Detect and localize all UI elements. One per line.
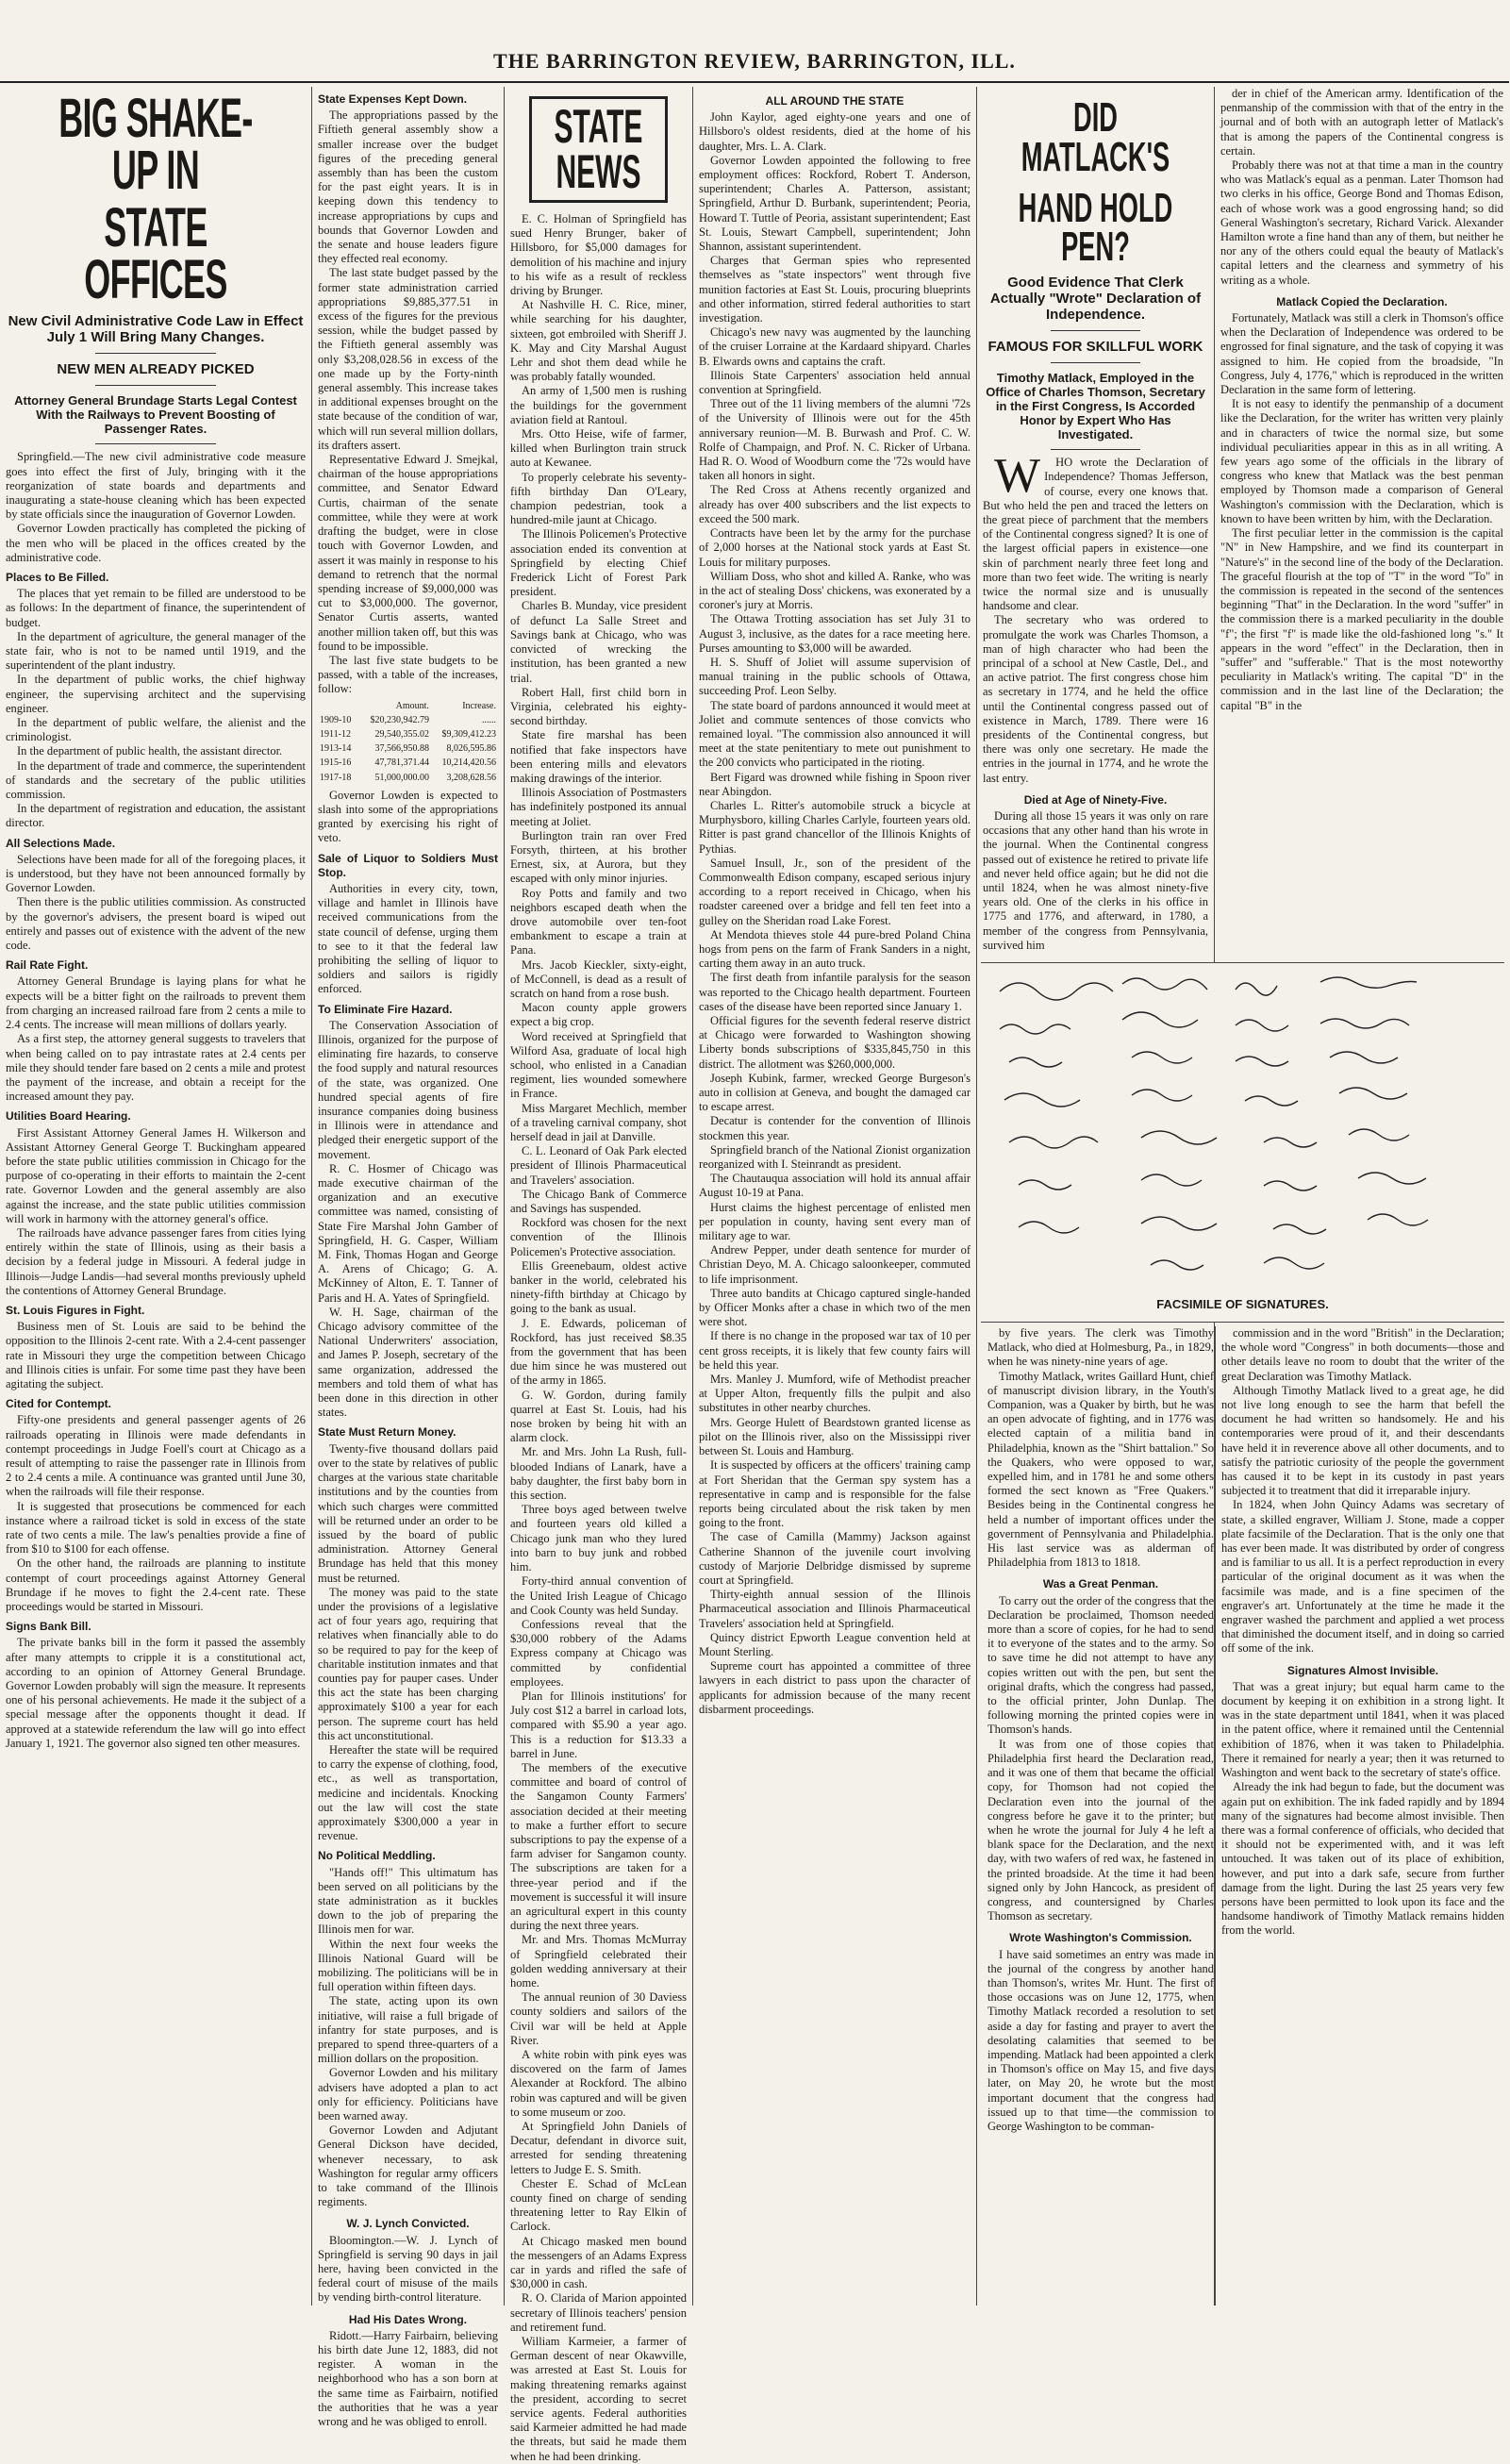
article-paragraph: Probably there was not at that time a man in the country who was Matlack's equal as a penman. Later Thomson had two clerks in his office, George Bond and Thomas Edison, each of whose work was a good engrossing hand; so did General Washington's secretary, Richard Varick. Alexander Hamilton wrote a fine hand than any of them, but neither he nor any of the others could equal the beauty of Matlack's capital letters and the clearness and symmetry of his writing as a whole. bbox=[1220, 158, 1503, 287]
signature-stroke bbox=[1368, 1214, 1428, 1225]
subhead: Utilities Board Hearing. bbox=[6, 1109, 131, 1124]
news-item: A white robin with pink eyes was discovered on the farm of James Alexander at Rockford. The albino robin was captured and will be given to some museum or zoo. bbox=[510, 2048, 687, 2119]
news-item: Joseph Kubink, farmer, wrecked George Burgeson's auto in collision at Geneva, and bought the damaged car to escape arrest. bbox=[699, 1071, 971, 1114]
signature-stroke bbox=[1245, 1096, 1298, 1106]
news-item: Robert Hall, first child born in Virginia, celebrated his eighty-second birthday. bbox=[510, 685, 687, 728]
news-item: An army of 1,500 men is rushing the buildings for the government aviation field at Rantoul. bbox=[510, 384, 687, 426]
divider bbox=[1051, 362, 1141, 363]
budget-cell: 1915-16 bbox=[320, 758, 352, 769]
news-item: At Nashville H. C. Rice, miner, while searching for his daughter, sixteen, got embroiled with Sheriff J. K. May and City Marshal August Lehr and shot them dead while he was probably fatally wounded. bbox=[510, 298, 687, 384]
budget-header-cell: Increase. bbox=[462, 700, 496, 711]
news-item: William Doss, who shot and killed A. Ranke, who was in the act of stealing Doss' chickens, was exonerated by a coroner's jury at Morris. bbox=[699, 569, 971, 612]
news-item: If there is no change in the proposed war tax of 10 per cent gross receipts, it is likely that few county fairs will be held this year. bbox=[699, 1329, 971, 1372]
article-paragraph: The appropriations passed by the Fiftieth general assembly show a smaller increase over the budget figures of the preceding general assembly than has been the custom for the past eight years. It is in keeping down this tendency to increase appropriations by cups and bounds that Governor Lowden and the senate and house leaders figure they effected real economy. bbox=[318, 108, 498, 266]
news-item: Samuel Insull, Jr., son of the president of the Commonwealth Edison company, escaped serious injury according to a report received in Chicago, when his roadster careened over a bridge and fell ten feet into a gulley on the Sheridan road Lake Forest. bbox=[699, 856, 971, 927]
news-item: State fire marshal has been notified that fake inspectors have been entering mills and elevators making drawings of the interior. bbox=[510, 728, 687, 785]
article-paragraph: Governor Lowden and his military advisers have adopted a plan to act only for efficiency. Politicians have been warned away. bbox=[318, 2066, 498, 2123]
budget-cell: $9,309,412.23 bbox=[441, 728, 496, 740]
article-paragraph: In the department of registration and education, the assistant director. bbox=[6, 802, 306, 830]
masthead-title: THE BARRINGTON REVIEW, BARRINGTON, ILL. bbox=[493, 49, 1016, 73]
signature-stroke bbox=[1004, 1093, 1080, 1107]
budget-cell: $20,230,942.79 bbox=[370, 714, 429, 725]
article-paragraph: On the other hand, the railroads are planning to institute contempt of court proceedings against Attorney General Brundage if he moves to fight the 2.4-cent rate. These proceedings would be started in Missouri. bbox=[6, 1557, 306, 1614]
signature-stroke bbox=[1320, 977, 1417, 988]
signature-stroke bbox=[1141, 1174, 1202, 1186]
news-item: Rockford was chosen for the next convention of the Illinois Policemen's Protective association. bbox=[510, 1216, 687, 1258]
article-paragraph: To carry out the order of the congress that the Declaration be proclaimed, Thomson needed more than a score of copies, for he had to send it to everyone of the states and to the army. So to save time he did not attempt to have any copies written out with the pen, but sent the original drafts, which the congress had passed, to the official printer, John Dunlap. The following morning the printed copies were in Thomson's hands. bbox=[987, 1593, 1214, 1737]
news-item: Mrs. Jacob Kieckler, sixty-eight, of McConnell, is dead as a result of scratch on hand from a rose bush. bbox=[510, 957, 687, 1000]
article-paragraph: Bloomington.—W. J. Lynch of Springfield is serving 90 days in jail here, having been convicted in the federal court of misuse of the mails by vending birth-control literature. bbox=[318, 2233, 498, 2305]
article-paragraph: The secretary who was ordered to promulgate the work was Charles Thomson, a man of high character who had been the principal of a school at New Castle, Del., and an active patriot. The first congress chose him as secretary in 1774, and he held the office until the Continental congress passed out of existence in March, 1789. There were 16 presidents of the Continental congress, but there was only one secretary. He made the entries in the journal in 1774, and he wrote the last entry. bbox=[983, 613, 1208, 785]
news-item: Official figures for the seventh federal reserve district at Chicago were forwarded to Washington showing Liberty bonds subscriptions of $335,845,750 in this district. The allotment was $260,000,000. bbox=[699, 1014, 971, 1071]
state-news-title-box bbox=[529, 96, 668, 203]
signature-stroke bbox=[1132, 1090, 1192, 1101]
divider bbox=[95, 353, 215, 354]
budget-table-header bbox=[318, 699, 498, 713]
news-item: The Chautauqua association will hold its annual affair August 10-19 at Pana. bbox=[699, 1172, 971, 1200]
budget-table bbox=[318, 699, 498, 785]
subhead: W. J. Lynch Convicted. bbox=[346, 2217, 470, 2231]
signatures-image bbox=[981, 963, 1504, 1293]
article-paragraph: The last five state budgets to be passed, with a table of the increases, follow: bbox=[318, 653, 498, 696]
column-all-around-state bbox=[692, 87, 976, 2306]
column-state-news bbox=[504, 87, 692, 2463]
news-item: The state board of pardons announced it would meet at Joliet and commute sentences of those convicts who remained loyal. "The commission also announced it will meet at the state penitentiary to mete out punishment to the 200 convicts who participated in the rioting. bbox=[699, 698, 971, 770]
budget-cell: 1917-18 bbox=[320, 772, 352, 783]
signature-stroke bbox=[1141, 1217, 1217, 1230]
news-item: Roy Potts and family and two neighbors escaped death when the drove automobile over ten-foot embankment to escape a train at Pana. bbox=[510, 886, 687, 957]
headline-line-2: STATE OFFICES bbox=[84, 197, 227, 311]
news-item: Charges that German spies who represented themselves as "state inspectors" went through five munition factories at East St. Louis, procuring blueprints and other information, stirred federal authorities to start investigation. bbox=[699, 254, 971, 325]
article-paragraph: commission and in the word "British" in the Declaration; the whole word "Congress" in both documents—those and other details leave no room to doubt that the writer of the great Declaration was Timothy Matlack. bbox=[1221, 1326, 1504, 1383]
article-paragraph: In the department of agriculture, the general manager of the state fair, who is not to be named until 1919, and the superintendent of the plant industry. bbox=[6, 629, 306, 673]
signature-stroke bbox=[1236, 983, 1277, 995]
divider bbox=[95, 443, 215, 444]
subhead: State Expenses Kept Down. bbox=[318, 92, 468, 106]
subhead: Signatures Almost Invisible. bbox=[1286, 1663, 1439, 1677]
article-paragraph: Ridott.—Harry Fairbairn, believing his birth date June 12, 1883, did not register. A woman in the neighborhood who has a son born at the same time as Fairbairn, notified the authorities that he was a year wrong and he was obliged to enroll. bbox=[318, 2328, 498, 2429]
news-item: Word received at Springfield that Wilford Asa, graduate of local high school, who enlisted in a Canadian regiment, lies wounded somewhere in France. bbox=[510, 1029, 687, 1101]
news-item: G. W. Gordon, during family quarrel at East St. Louis, had his nose broken by being hit with an alarm clock. bbox=[510, 1388, 687, 1445]
matlack-lower-left bbox=[982, 1326, 1220, 2306]
news-item: John Kaylor, aged eighty-one years and one of Hillsboro's oldest residents, died at the home of his daughter, Mrs. L. A. Clark. bbox=[699, 110, 971, 153]
column-state-offices bbox=[0, 87, 311, 2306]
table-row bbox=[318, 741, 498, 756]
deck-1: Good Evidence That Clerk Actually "Wrote" Declaration of Independence. bbox=[989, 275, 1202, 324]
news-item: The Illinois Policemen's Protective association ended its convention at Springfield by electing Chief Frederick Licht of Forest Park president. bbox=[510, 527, 687, 599]
signature-stroke bbox=[1122, 978, 1207, 990]
deck-2: FAMOUS FOR SKILLFUL WORK bbox=[987, 339, 1203, 356]
divider bbox=[1051, 449, 1141, 450]
news-item: Springfield branch of the National Zionist organization reorganized with I. Steinrandt as president. bbox=[699, 1142, 971, 1172]
section-header: ALL AROUND THE STATE bbox=[765, 94, 904, 108]
news-item: Macon county apple growers expect a big crop. bbox=[510, 1001, 687, 1029]
article-paragraph: Governor Lowden practically has completed the picking of the men who will be placed in the offices created by the administrative code. bbox=[6, 522, 306, 564]
signature-stroke bbox=[1019, 1180, 1071, 1190]
article-paragraph: Authorities in every city, town, village and hamlet in Illinois have received communications from the state council of defense, urging them to see to it that the federal law prohibiting the selling of liquor to soldiers and sailors is rigidly enforced. bbox=[318, 881, 498, 996]
budget-cell: 3,208,628.56 bbox=[446, 772, 496, 783]
news-item: Contracts have been let by the army for the purchase of 2,000 horses at the National stock yards at East St. Louis for military purposes. bbox=[699, 526, 971, 569]
article-paragraph: by five years. The clerk was Timothy Matlack, who died at Holmesburg, Pa., in 1829, when he was ninety-nine years of age. bbox=[987, 1326, 1214, 1369]
budget-header-cell: Amount. bbox=[395, 700, 429, 711]
subhead: State Must Return Money. bbox=[318, 1425, 456, 1440]
article-paragraph: Fifty-one presidents and general passenger agents of 26 railroads operating in Illinois were made defendants in contempt proceedings in Judge Foell's court at Chicago as a result of attempting to raise the passenger rate in Illinois from 2 to 2.4 cents a mile. A continuance was granted until June 30, when the railroads will file their response. bbox=[6, 1413, 306, 1499]
news-item: Miss Margaret Mechlich, member of a traveling carnival company, shot herself dead in jail at Danville. bbox=[510, 1101, 687, 1143]
budget-cell: 8,026,595.86 bbox=[446, 743, 496, 755]
signature-stroke bbox=[1000, 1024, 1070, 1034]
subhead: Signs Bank Bill. bbox=[6, 1620, 91, 1634]
article-paragraph: In the department of public works, the chief highway engineer, the supervising architect and the supervising engineer. bbox=[6, 673, 306, 715]
news-item: Three boys aged between twelve and fourteen years old killed a Chicago junk man who they lured into barn to buy junk and robbed him. bbox=[510, 1503, 687, 1574]
headline-line-1: BIG SHAKE-UP IN bbox=[58, 88, 253, 202]
subhead: To Eliminate Fire Hazard. bbox=[318, 1002, 453, 1016]
subhead: Sale of Liquor to Soldiers Must Stop. bbox=[318, 851, 498, 879]
headline-line-2: HAND HOLD PEN? bbox=[1018, 184, 1173, 271]
signature-stroke bbox=[1320, 1019, 1409, 1028]
news-item: Forty-third annual convention of the United Irish League of Chicago and Cook County was held Sunday. bbox=[510, 1574, 687, 1617]
article-paragraph: Timothy Matlack, writes Gaillard Hunt, chief of manuscript division library, in the Youth's Companion, was a Quaker by birth, but he was an open advocate of fighting, and in 1776 was elected captain of a militia band in Philadelphia, known as the "Shirt battalion." So the Quakers, who were opposed to war, expelled him, and in 1781 he and some others formed the sect known as "Free Quakers." Besides being in the Continental congress he held a number of important offices under the government of Pennsylvania and Philadelphia. His last service was as alderman of Philadelphia from 1813 to 1818. bbox=[987, 1369, 1214, 1570]
news-item: Charles B. Munday, vice president of defunct La Salle Street and Savings bank at Chicago, who was convicted of wrecking the institution, has been granted a new trial. bbox=[510, 599, 687, 685]
news-item: R. O. Clarida of Marion appointed secretary of Illinois teachers' pension and retirement fund. bbox=[510, 2291, 687, 2334]
budget-cell: 51,000,000.00 bbox=[374, 772, 429, 783]
subhead: Died at Age of Ninety-Five. bbox=[1023, 792, 1168, 807]
article-paragraph: The railroads have advance passenger fares from cities lying entirely within the state of Illinois, using as their basis a decision by a federal judge in Missouri. A federal judge in Illinois—Judge Landis—had several months previously upheld the contentions of Attorney General Brundage. bbox=[6, 1225, 306, 1297]
signature-stroke bbox=[1122, 1012, 1198, 1027]
news-item: The first death from infantile paralysis for the season was reported to the Chicago health department. Fourteen cases of the disease have been reported since January 1. bbox=[699, 971, 971, 1013]
news-item: It is suspected by officers at the officers' training camp at Fort Sheridan that the German spy system has a representative in camp and is responsible for the false reports being circulated about the risk taken by men going to the front. bbox=[699, 1458, 971, 1530]
news-item: H. S. Shuff of Joliet will assume supervision of manual training in the public schools of Ottawa, succeeding Prof. Leon Selby. bbox=[699, 655, 971, 698]
budget-cell: ...... bbox=[482, 714, 496, 725]
budget-cell: 47,781,371.44 bbox=[374, 758, 429, 769]
state-news-title: STATE NEWS bbox=[554, 100, 643, 198]
table-row bbox=[318, 713, 498, 727]
article-paragraph: The state, acting upon its own initiative, will raise a full brigade of infantry for state purposes, and is prepared to spend three-quarters of a million dollars on the proposition. bbox=[318, 1994, 498, 2066]
article-paragraph: The private banks bill in the form it passed the assembly after many attempts to cripple it is a constitutional act, according to an opinion of Attorney General Brundage. Governor Lowden probably will sign the measure. It represents one of his personal achievements. He made it the subject of a special message after the opponents thought it dead. If approved at a statewide referendum the law will go into effect January 1, 1921. The governor also signed ten other measures. bbox=[6, 1636, 306, 1750]
headline-line-1: DID MATLACK'S bbox=[1020, 94, 1170, 180]
news-item: Plan for Illinois institutions' for July cost $12 a barrel in carload lots, compared with $5.90 a year ago. This is a reduction for $13.33 a barrel in June. bbox=[510, 1689, 687, 1760]
article-paragraph: Selections have been made for all of the foregoing places, it is understood, but they have not been announced formally by Governor Lowden. bbox=[6, 852, 306, 895]
news-item: Thirty-eighth annual session of the Illinois Pharmaceutical association and Illinois Pharmaceutical Travelers' association held at Springfield. bbox=[699, 1588, 971, 1630]
signature-stroke bbox=[1132, 1052, 1192, 1063]
article-paragraph: The last state budget passed by the former state administration carried appropriations $9,885,377.51 in excess of the figures for the previous session, while the budget passed by the Fiftieth general assembly was only $3,208,028.56 in excess of the one made up by the Forty-ninth general assembly. This increase takes in additional expenses brought on the state because of the condition of war, which will run several million dollars, its drafters assert. bbox=[318, 266, 498, 452]
signature-stroke bbox=[1264, 1257, 1324, 1269]
article-paragraph: Representative Edward J. Smejkal, chairman of the house appropriations committee, and Senator Edward Curtis, chairman of the senate committee, while they were at work drafting the budget, were in close touch with Governor Lowden, and assert it was mainly in response to his demand to retrench that the normal spending increase of $9,000,000 was cut to $3,000,000. The governor, Senator Curtis asserts, wanted another million taken off, but this was found to be impossible. bbox=[318, 453, 498, 653]
subhead: All Selections Made. bbox=[6, 836, 116, 850]
signature-stroke bbox=[1000, 983, 1113, 1000]
signatures-caption: FACSIMILE OF SIGNATURES. bbox=[1156, 1297, 1329, 1311]
news-item: Three out of the 11 living members of the alumni '72s of the University of Illinois were out for the 45th anniversary reunion—M. B. Burwash and Prof. C. W. Rolfe of Champaign, and Prof. N. C. Ricker of Urbana. Had R. O. Wood of Woodburn come the '72s would have taken all honors in sight. bbox=[699, 397, 971, 483]
subhead: Was a Great Penman. bbox=[1042, 1577, 1159, 1591]
article-paragraph: That was a great injury; but equal harm came to the document by keeping it on exhibition in a strong light. It was in the state department until 1841, when it was placed in the patent office, where it remained until the Centennial exhibition of 1876, when it was taken to Philadelphia. There it remained for nearly a year; then it was returned to Washington and went back to the secretary of state's office. bbox=[1221, 1679, 1504, 1780]
article-paragraph: Hereafter the state will be required to carry the expense of clothing, food, etc., as well as transportation, medicine and incidentals. Knocking out the law will cost the state approximately $300,000 a year in revenue. bbox=[318, 1742, 498, 1843]
article-paragraph: Then there is the public utilities commission. As constructed by the governor's advisers, the present board is wiped out entirely and passes out of existence with the advent of the new code. bbox=[6, 895, 306, 953]
news-item: J. E. Edwards, policeman of Rockford, has just received $8.35 from the government that has been due him since he was mustered out of the army in 1865. bbox=[510, 1316, 687, 1388]
article-paragraph: Fortunately, Matlack was still a clerk in Thomson's office when the Declaration of Independence was ordered to be engrossed for final signature, and the task of copying it was assigned to him. He copied from the broadside, "In Congress, July 4, 1776," which is reproduced in the written Declaration in the same form of lettering. bbox=[1220, 311, 1503, 397]
article-paragraph: Governor Lowden is expected to slash into some of the appropriations granted by exercising his right of veto. bbox=[318, 788, 498, 845]
signature-facsimile bbox=[981, 962, 1504, 1323]
deck-2: NEW MEN ALREADY PICKED bbox=[57, 361, 255, 378]
masthead bbox=[0, 38, 1509, 81]
news-item: Supreme court has appointed a committee of three lawyers in each district to pass upon the character of applicants for admission because of the many recent disbarment proceedings. bbox=[699, 1659, 971, 1716]
signature-stroke bbox=[1339, 1088, 1407, 1099]
article-paragraph: Already the ink had begun to fade, but the document was again put on exhibition. The ink faded rapidly and by 1894 many of the signatures had become almost invisible. Then there was a formal conference of officials, who decided that it should not be experimented with, and it was left untouched. It was taken out of its place of exhibition, however, and put into a dark safe, secure from further damage from the light. During the last 25 years very few persons have been permitted to look upon its face and the handsome handiwork of Timothy Matlack remains hidden from the world. bbox=[1221, 1780, 1504, 1938]
article-paragraph: It was from one of those copies that Philadelphia first heard the Declaration read, and it was one of them that became the official copy, for Thomson had not copied the Declaration even into the journal of the congress before he gave it to the printer; but when he wrote the journal for July 4 he left a blank space for the Declaration, and the next day, with two wafers of red wax, he fastened in the printed broadside. At the time it had been signed only by John Hancock, as president of congress, and countersigned by Charles Thomson as secretary. bbox=[987, 1737, 1214, 1923]
deck-3: Timothy Matlack, Employed in the Office of Charles Thomson, Secretary in the First Congress, Is Accorded Honor by Expert Who Has Investigated. bbox=[986, 371, 1205, 442]
article-paragraph: Although Timothy Matlack lived to a great age, he did not live long enough to see the harm that befell the document he had written so handsomely. He and his contemporaries were proud of it, and their descendants have held it in reverence above all other documents, and to satisfy the patriotic curiosity of the people the government has caused it to be kept in its custody in past years subjected it to treatment that did it irreparable injury. bbox=[1221, 1383, 1504, 1498]
news-item: The Chicago Bank of Commerce and Savings has suspended. bbox=[510, 1187, 687, 1216]
article-paragraph: Business men of St. Louis are said to be behind the opposition to the Illinois 2-cent rate. With a 2.4-cent passenger rate in Missouri they urge the competition between Chicago and Illinois cities is unfair. For some time past they have been agitating the subject. bbox=[6, 1320, 306, 1390]
subhead: Wrote Washington's Commission. bbox=[1009, 1931, 1192, 1945]
news-item: The case of Camilla (Mammy) Jackson against Catherine Shannon of the juvenile court involving custody of Marjorie Delbridge dismissed by supreme court at Springfield. bbox=[699, 1530, 971, 1587]
news-item: Three auto bandits at Chicago captured single-handed by Officer Monks after a chase in which two of the men were shot. bbox=[699, 1286, 971, 1329]
deck-1: New Civil Administrative Code Law in Effect July 1 Will Bring Many Changes. bbox=[8, 313, 304, 346]
article-paragraph: As a first step, the attorney general suggests to travelers that when being called on to pay intrastate rates at 2.4 cents per mile they should tender fare based on 2 cents a mile and protest the payment of the increase, and obtain a receipt for the increased amount they pay. bbox=[6, 1032, 306, 1104]
news-item: Illinois Association of Postmasters has indefinitely postponed its annual meeting at Joliet. bbox=[510, 786, 687, 828]
signature-stroke bbox=[1358, 1173, 1426, 1184]
subhead: St. Louis Figures in Fight. bbox=[6, 1303, 145, 1317]
article-paragraph: It is not easy to identify the penmanship of a document like the Declaration, for the writer has written very plainly and in characters of twice the normal size, but some individual peculiarities appear in this as in all writing. A few years ago some of the officials in the library of congress who knew that Matlack was the best penman employed by Thomson made a comparison of General Washington's commission with the Declaration, which is known to have been written by him, with the Declaration. bbox=[1220, 397, 1503, 525]
news-item: Illinois State Carpenters' association held annual convention at Springfield. bbox=[699, 368, 971, 397]
signature-stroke bbox=[1141, 1131, 1217, 1144]
budget-cell: 10,214,420.56 bbox=[441, 758, 496, 769]
signature-stroke bbox=[1151, 1260, 1203, 1270]
article-paragraph: The places that yet remain to be filled are understood to be as follows: In the department of finance, the superintendent of budget. bbox=[6, 587, 306, 629]
news-item: Mr. and Mrs. Thomas McMurray of Springfield celebrated their golden wedding anniversary at their home. bbox=[510, 1933, 687, 1990]
news-item: At Chicago masked men bound the messengers of an Adams Express car in yards and rifled the safe of $30,000 in cash. bbox=[510, 2234, 687, 2291]
budget-header-cell bbox=[318, 699, 358, 713]
news-item: Ellis Greenebaum, oldest active banker in the world, celebrated his ninety-fifth birthday at Chicago by going to the bank as usual. bbox=[510, 1258, 687, 1316]
article-paragraph: W. H. Sage, chairman of the Chicago advisory committee of the National Underwriters' association, and James P. Joseph, secretary of the same organization, addressed the members and told them of what has been done in this direction in other states. bbox=[318, 1305, 498, 1420]
subhead: Places to Be Filled. bbox=[6, 571, 109, 584]
news-item: Confessions reveal that the $30,000 robbery of the Adams Express company at Chicago was committed by confidential employees. bbox=[510, 1617, 687, 1689]
column-state-expenses bbox=[311, 87, 504, 2429]
article-paragraph: Governor Lowden and Adjutant General Dickson have decided, whenever necessary, to ask Washington for regular army officers to take command of the Illinois regiments. bbox=[318, 2123, 498, 2209]
article-paragraph: The first peculiar letter in the commission is the capital "N" in New Hampshire, and we find its counterpart in "Nature's" in the second line of the body of the Declaration. The graceful flourish at the top of "T" in the word "To" in the commission is repeated in the second of the sentences beginning "That" in the Declaration. In the word "suffer" in the commission there is a marked peculiarity in the double "f"; the first "f" is made like the old-fashioned long "s." It appears in the word "effect" in the Declaration, then in "suffer" and "sufferable." That is the most noteworthy peculiarity in Matlack's writing. The capital "D" in the commission and in the last line of the Declaration; the capital "B" in the bbox=[1220, 526, 1503, 712]
article-paragraph: WHO wrote the Declaration of Independence? Thomas Jefferson, of course, every one knows that. But who held the pen and traced the letters on the great piece of parchment that the members of the Continental congress signed? It is one of the largest official papers in existence—one skin of parchment nearly three feet long and more than two feet wide. The writing is nearly twice the normal size and is unusually handsome and clear. bbox=[983, 449, 1208, 613]
news-item: Hurst claims the highest percentage of enlisted men per population in county, having sent every man of military age to war. bbox=[699, 1200, 971, 1243]
news-item: The annual reunion of 30 Daviess county soldiers and sailors of the Civil war will be held at Apple River. bbox=[510, 1990, 687, 2047]
budget-cell: 1909-10 bbox=[320, 714, 352, 725]
article-paragraph: The money was paid to the state under the provisions of a legislative act of four years ago, requiring that relatives when financially able to do so be required to pay for the keep of charitable institution inmates and that counties pay for pauper cases. Under this act the state has been charging approximately $100 a year for each person. The supreme court has held this act unconstitutional. bbox=[318, 1585, 498, 1742]
table-row bbox=[318, 727, 498, 741]
budget-cell: 37,566,950.88 bbox=[374, 743, 429, 755]
subhead: No Political Meddling. bbox=[318, 1849, 436, 1863]
news-item: Bert Figard was drowned while fishing in Spoon river near Abingdon. bbox=[699, 770, 971, 798]
news-item: At Mendota thieves stole 44 pure-bred Poland China hogs from pens on the farm of Frank Sanders in a night, carting them away in an auto truck. bbox=[699, 927, 971, 971]
news-item: To properly celebrate his seventy-fifth birthday Dan O'Leary, champion pedestrian, took a hundred-mile jaunt at Chicago. bbox=[510, 470, 687, 527]
deck-3: Attorney General Brundage Starts Legal Contest With the Railways to Prevent Boosting of Passenger Rates. bbox=[14, 393, 297, 437]
budget-cell: 29,540,355.02 bbox=[374, 728, 429, 740]
article-paragraph: Springfield.—The new civil administrative code measure goes into effect the first of July, bringing with it the reorganization of state boards and departments and inaugurating a state-house cleaning which has been expected by state officials since the inauguration of Governor Lowden. bbox=[6, 450, 306, 522]
article-paragraph: During all those 15 years it was only on rare occasions that any other hand than his wrote in the journal. When the Continental congress passed out of existence he retired to private life and never held office again; but he did not die until 1824, when he was almost ninety-five years old. One of the clerks in his office in 1775 and 1776, and afterward, in 1780, a member of the congress from Pennsylvania, survived him bbox=[983, 809, 1208, 952]
signature-stroke bbox=[1019, 1222, 1079, 1233]
article-paragraph: R. C. Hosmer of Chicago was made executive chairman of the organization and an executive committee was named, consisting of State Fire Marshal John Gamber of Springfield, H. G. Casper, William M. Fink, Thomas Hogan and George A. Arens of Chicago; G. A. McKinney of Alton, E. T. Tanner of Paris and H. A. Yates of Springfield. bbox=[318, 1161, 498, 1305]
news-item: Andrew Pepper, under death sentence for murder of Christian Deyo, M. A. Chicago saloonkeeper, commuted to life imprisonment. bbox=[699, 1243, 971, 1286]
divider bbox=[95, 385, 215, 386]
article-paragraph: The Conservation Association of Illinois, organized for the purpose of eliminating fire hazards, to conserve the food supply and natural resources of the state, was organized. One hundred special agents of fire insurance companies doing business in Illinois were in attendance and pledged their energetic support of the movement. bbox=[318, 1018, 498, 1161]
news-item: Burlington train ran over Fred Forsyth, thirteen, at his brother Ernest, six, at Aurora, but they escaped with only minor injuries. bbox=[510, 828, 687, 886]
matlack-lower-right bbox=[1215, 1326, 1510, 2306]
signature-stroke bbox=[1349, 1129, 1409, 1140]
news-item: Mrs. George Hulett of Beardstown granted license as pilot on the Illinois river, also on the Mississippi river between St. Louis and Hamburg. bbox=[699, 1415, 971, 1458]
subhead: Rail Rate Fight. bbox=[6, 958, 89, 973]
subhead: Cited for Contempt. bbox=[6, 1397, 111, 1411]
article-paragraph: I have said sometimes an entry was made in the journal of the congress by another hand than Thomson's, writes Mr. Hunt. The first of those occasions was on June 12, 1775, when Timothy Matlack recorded a resolution to set aside a day for fasting and prayer to avert the desolating calamities that seemed to be impending. Matlack had been appointed a clerk in Thomson's office on May 15, and five days later, on May 20, he wrote but the most important document that the congress had issued up to that time—the commission to George Washington to be comman- bbox=[987, 1947, 1214, 2133]
news-item: William Karmeier, a farmer of German descent of near Okawville, was arrested at East St. Louis for making threatening remarks against the president, according to secret service agents. Federal authorities said Karmeier admitted he had made the threats, but said he made them when he had been drinking. bbox=[510, 2335, 687, 2463]
signature-stroke bbox=[1264, 1181, 1317, 1190]
article-paragraph: In 1824, when John Quincy Adams was secretary of state, a skilled engraver, William J. Stone, made a copper plate facsimile of the Declaration. That is the only one that has ever been made. It was distributed by order of congress and is familiar to us all. It is a perfect reproduction in every particular of the original document as it was when the facsimile was made, and is a fine specimen of the engraver's art. Unfortunately at the time he made it the engraver washed the parchment and applied a wet process that diminished the document itself, and in doing so carried off some of the ink. bbox=[1221, 1498, 1504, 1656]
news-item: At Springfield John Daniels of Decatur, defendant in divorce suit, arrested for sending threatening letters to Judge E. S. Smith. bbox=[510, 2120, 687, 2176]
article-paragraph: Twenty-five thousand dollars paid over to the state by relatives of public charges at the various state charitable institutions and by the counties from which such charges were committed will be returned under an order to be issued by the board of public administration. Attorney General Brundage has held that this money must be returned. bbox=[318, 1441, 498, 1585]
news-item: The members of the executive committee and board of control of the Sangamon County Farmers' association decided at their meeting to make a further effort to secure subscriptions to pay the expense of a farm adviser for Sangamon county. The subscriptions are taken for a three-year period and if the movement is successful it will insure an agricultural expert in this county during the next three years. bbox=[510, 1760, 687, 1933]
table-row bbox=[318, 756, 498, 770]
article-paragraph: It is suggested that prosecutions be commenced for each instance where a railroad ticket is sold in excess of the state rate of two cents a mile. The law's penalties provide a fine of from $10 to $100 for each offense. bbox=[6, 1499, 306, 1557]
news-item: Mrs. Otto Heise, wife of farmer, killed when Burlington train struck auto at Kewanee. bbox=[510, 427, 687, 470]
signature-stroke bbox=[1273, 1224, 1326, 1234]
table-row bbox=[318, 771, 498, 785]
news-item: Charles L. Ritter's automobile struck a bicycle at Murphysboro, killing Charles Carlyle, fourteen years old. Ritter is past grand chancellor of the Illinois Knights of Pythias. bbox=[699, 798, 971, 856]
divider bbox=[1051, 330, 1141, 331]
budget-cell: 1913-14 bbox=[320, 743, 352, 755]
news-item: Mrs. Manley J. Mumford, wife of Methodist preacher at Upper Alton, frequently fills the pulpit and also substitutes in other nearby churches. bbox=[699, 1373, 971, 1415]
news-item: Decatur is contender for the convention of Illinois stockmen this year. bbox=[699, 1114, 971, 1142]
signature-stroke bbox=[1009, 1137, 1098, 1148]
signature-stroke bbox=[1264, 1138, 1317, 1147]
subhead: Had His Dates Wrong. bbox=[348, 2312, 468, 2326]
news-item: Mr. and Mrs. John La Rush, full-blooded Indians of Lanark, have a baby daughter, the first baby born in this section. bbox=[510, 1445, 687, 1503]
signature-stroke bbox=[1236, 1020, 1288, 1031]
news-item: The Red Cross at Athens recently organized and already has over 400 subscribers and the list expects to exceed the 500 mark. bbox=[699, 483, 971, 525]
article-paragraph: der in chief of the American army. Identification of the penmanship of the commission with that of the entry in the journal and of both with an autograph letter of Matlack's that is among the papers of the Continental congress is certain. bbox=[1220, 87, 1503, 158]
article-paragraph: In the department of public health, the assistant director. bbox=[17, 744, 283, 758]
news-item: Chicago's new navy was augmented by the launching of the cruiser Lorraine at the Kardaard shipyard. Charles B. Elwards owns and captains the craft. bbox=[699, 325, 971, 368]
article-paragraph: In the department of trade and commerce, the superintendent of standards and the secretary of the public utilities commission. bbox=[6, 758, 306, 802]
article-paragraph: Within the next four weeks the Illinois National Guard will be mobilizing. The politicians will be in full operation within fifteen days. bbox=[318, 1937, 498, 1994]
news-item: Chester E. Schad of McLean county fined on charge of sending threatening letter to Ray Elkin of Carlock. bbox=[510, 2176, 687, 2234]
signature-stroke bbox=[1009, 1057, 1062, 1067]
article-paragraph: "Hands off!" This ultimatum has been served on all politicians by the state administration as it buckles down to the job of preparing the Illinois men for war. bbox=[318, 1865, 498, 1937]
news-item: E. C. Holman of Springfield has sued Henry Brunger, baker of Hillsboro, for $5,000 damages for demolition of his machine and injury to his wife as a result of reckless driving by Brunger. bbox=[510, 212, 687, 298]
news-item: C. L. Leonard of Oak Park elected president of Illinois Pharmaceutical and Travelers' association. bbox=[510, 1144, 687, 1187]
news-item: Governor Lowden appointed the following to free employment offices: Rockford, Robert T. Anderson, superintendent; Charles A. Patterson, assistant; Springfield, Arthur D. Burbank, superintendent; Peoria, Howard T. Tuttle of Peoria, assistant superintendent; East St. Louis, Stewart Campbell, superintendent; John Shannon, assistant superintendent. bbox=[699, 153, 971, 254]
subhead: Matlack Copied the Declaration. bbox=[1276, 294, 1448, 308]
budget-cell: 1911-12 bbox=[320, 728, 351, 740]
signature-stroke bbox=[1330, 1052, 1398, 1063]
news-item: The Ottawa Trotting association has set July 31 to August 3, inclusive, as the dates for a race meeting here. Purses amounting to $3,000 will be awarded. bbox=[699, 612, 971, 655]
article-paragraph: First Assistant Attorney General James H. Wilkerson and Assistant Attorney General George T. Buckingham appeared before the state public utilities commission in Chicago for the purpose of co-operating in their efforts to maintain the 2-cent rate. Governor Lowden and the general assembly are also against the increase, and the state public utilities commission will work in harmony with the attorney general's office. bbox=[6, 1125, 306, 1225]
article-paragraph: In the department of public welfare, the alienist and the criminologist. bbox=[6, 716, 306, 744]
signature-stroke bbox=[1236, 1057, 1288, 1066]
article-paragraph: Attorney General Brundage is laying plans for what he expects will be a bitter fight on the railroads to prevent them from charging an increased railroad fare from 2 cents a mile to 2.4 cents. The increase will mean millions of dollars yearly. bbox=[6, 974, 306, 1032]
news-item: Quincy district Epworth League convention held at Mount Sterling. bbox=[699, 1630, 971, 1658]
